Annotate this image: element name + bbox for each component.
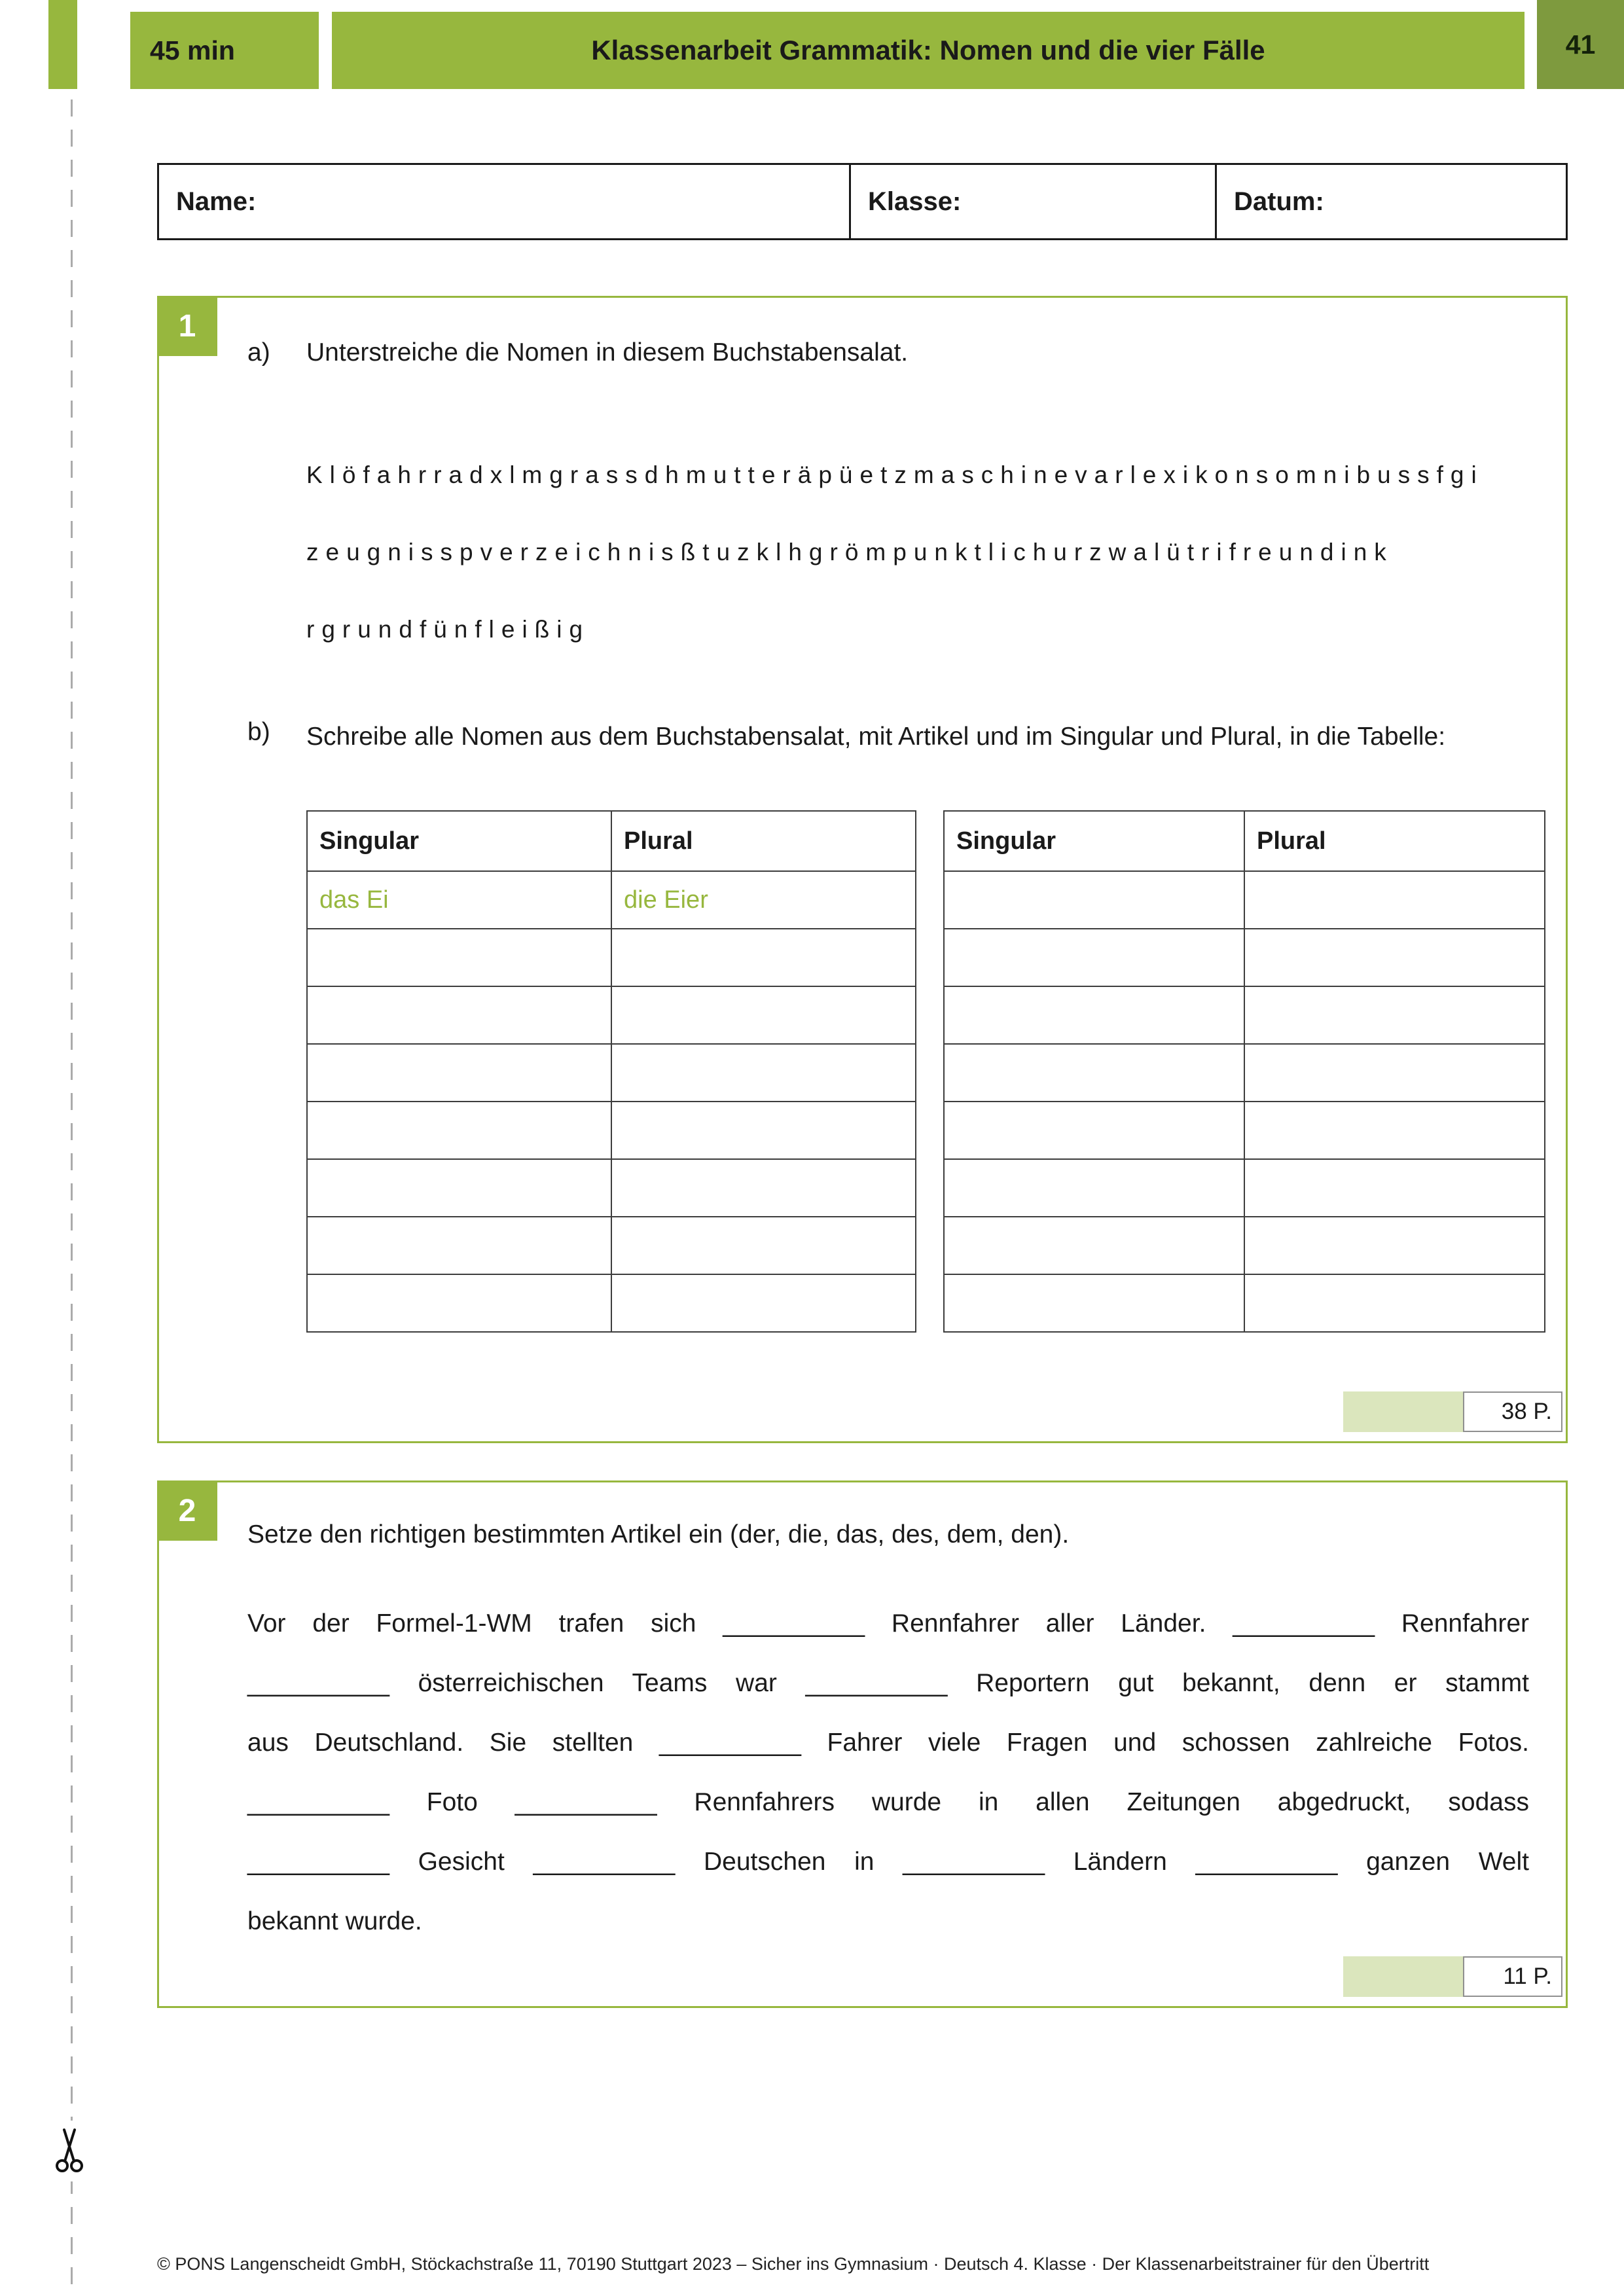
name-class-date-bar — [157, 163, 1568, 240]
scissors-icon — [51, 2121, 88, 2181]
table-cell — [307, 1044, 611, 1102]
table-cell — [611, 1102, 916, 1159]
table-cell — [307, 929, 611, 986]
task-1-number: 1 — [157, 296, 217, 356]
table-row — [307, 1044, 916, 1102]
table-cell — [611, 929, 916, 986]
noun-table — [306, 810, 916, 1333]
table-cell — [944, 1274, 1244, 1332]
table-cell — [1244, 1044, 1545, 1102]
name-field — [159, 165, 851, 238]
table-row — [307, 871, 916, 929]
task-2-points — [1343, 1956, 1562, 1997]
letter-salad-line: rgrundfünfleißig — [306, 616, 590, 643]
task-1b-instruction: Schreibe alle Nomen aus dem Buchstabensalat, mit Artikel und im Singular und Plural, in die Tabelle: — [306, 723, 1446, 751]
table-row — [307, 1217, 916, 1274]
table-row — [944, 1159, 1545, 1217]
task-1-box — [157, 296, 1568, 1443]
table-row — [307, 1274, 916, 1332]
table-cell — [1244, 929, 1545, 986]
table-row — [944, 929, 1545, 986]
table-cell — [944, 986, 1244, 1044]
table-row — [944, 1217, 1545, 1274]
cut-dashed-line — [71, 99, 73, 2296]
fill-in-line: aus Deutschland. Sie stellten __________ Fahrer viele Fragen und schossen zahlreiche Fotos. — [247, 1729, 1529, 1757]
table-cell: das Ei — [307, 871, 611, 929]
duration-text: 45 min — [150, 35, 235, 65]
table-cell — [1244, 986, 1545, 1044]
table-cell: die Eier — [611, 871, 916, 929]
table-cell — [611, 1044, 916, 1102]
table-row — [944, 1274, 1545, 1332]
table-cell — [1244, 1217, 1545, 1274]
table-cell — [611, 1159, 916, 1217]
task-1a-instruction: Unterstreiche die Nomen in diesem Buchstabensalat. — [306, 338, 909, 367]
task-1b-row — [247, 718, 1471, 755]
table-header: Plural — [611, 811, 916, 871]
task-1b-label: b) — [247, 718, 270, 746]
class-label: Klasse: — [868, 187, 962, 216]
table-cell — [307, 1159, 611, 1217]
fill-in-line: __________ Foto __________ Rennfahrers wurde in allen Zeitungen abgedruckt, sodass — [247, 1788, 1529, 1816]
table-cell — [1244, 1102, 1545, 1159]
table-row — [307, 1102, 916, 1159]
points-fill-box — [1343, 1391, 1463, 1432]
letter-salad — [306, 437, 1484, 668]
table-cell — [944, 929, 1244, 986]
duration-badge — [130, 12, 319, 89]
task-2-number: 2 — [157, 1480, 217, 1541]
table-header: Singular — [944, 811, 1244, 871]
letter-salad-line: Klöfahrradxlmgrassdhmutteräpüetzmaschinevarlexikonsomnibussfgi — [306, 461, 1484, 488]
table-cell — [307, 1274, 611, 1332]
table-cell — [944, 1159, 1244, 1217]
noun-table — [943, 810, 1545, 1333]
letter-salad-line: zeugnisspverzeichnisßtuzklhgrömpunktlichurzwalütrifreundink — [306, 539, 1394, 565]
fill-in-text — [247, 1594, 1529, 1951]
table-cell — [944, 1102, 1244, 1159]
points-fill-box — [1343, 1956, 1463, 1997]
date-field — [1217, 165, 1566, 238]
table-cell — [307, 986, 611, 1044]
table-row — [944, 871, 1545, 929]
table-row — [944, 986, 1545, 1044]
page-number: 41 — [1565, 29, 1596, 60]
table-cell — [307, 1102, 611, 1159]
header-corner-accent — [48, 0, 77, 89]
task-2-instruction: Setze den richtigen bestimmten Artikel ein (der, die, das, des, dem, den). — [247, 1520, 1070, 1549]
table-row — [307, 986, 916, 1044]
table-cell — [944, 1217, 1244, 1274]
fill-in-line: __________ Gesicht __________ Deutschen in __________ Ländern __________ ganzen Welt — [247, 1848, 1529, 1876]
noun-table-right — [943, 810, 1545, 1333]
name-label: Name: — [176, 187, 257, 216]
page-title: Klassenarbeit Grammatik: Nomen und die vier Fälle — [591, 35, 1265, 65]
table-cell — [611, 1217, 916, 1274]
task-1a-row — [247, 338, 908, 367]
table-cell — [611, 1274, 916, 1332]
table-cell — [307, 1217, 611, 1274]
table-row — [944, 1044, 1545, 1102]
fill-in-line: bekannt wurde. — [247, 1907, 422, 1935]
task-2-box — [157, 1480, 1568, 2008]
table-cell — [944, 871, 1244, 929]
table-row — [307, 929, 916, 986]
table-cell — [944, 1044, 1244, 1102]
table-cell — [1244, 1159, 1545, 1217]
points-label: 38 P. — [1463, 1391, 1562, 1432]
table-cell — [1244, 1274, 1545, 1332]
table-row — [307, 1159, 916, 1217]
fill-in-line: Vor der Formel-1-WM trafen sich __________ Rennfahrer aller Länder. __________ Rennfahrer — [247, 1609, 1529, 1638]
date-label: Datum: — [1234, 187, 1324, 216]
worksheet-title-bar — [332, 12, 1525, 89]
table-header: Plural — [1244, 811, 1545, 871]
points-label: 11 P. — [1463, 1956, 1562, 1997]
noun-table-left — [306, 810, 916, 1333]
table-cell — [1244, 871, 1545, 929]
copyright-footer: © PONS Langenscheidt GmbH, Stöckachstraße 11, 70190 Stuttgart 2023 – Sicher ins Gymnasium · Deutsch 4. Klasse · Der Klassenarbeitstrainer für den Übertritt — [157, 2254, 1430, 2274]
task-1-points — [1343, 1391, 1562, 1432]
page-number-badge — [1537, 0, 1624, 89]
table-cell — [611, 986, 916, 1044]
table-header: Singular — [307, 811, 611, 871]
class-field — [851, 165, 1217, 238]
task-1a-label: a) — [247, 338, 270, 367]
fill-in-line: __________ österreichischen Teams war __________ Reportern gut bekannt, denn er stammt — [247, 1669, 1529, 1697]
table-row — [944, 1102, 1545, 1159]
